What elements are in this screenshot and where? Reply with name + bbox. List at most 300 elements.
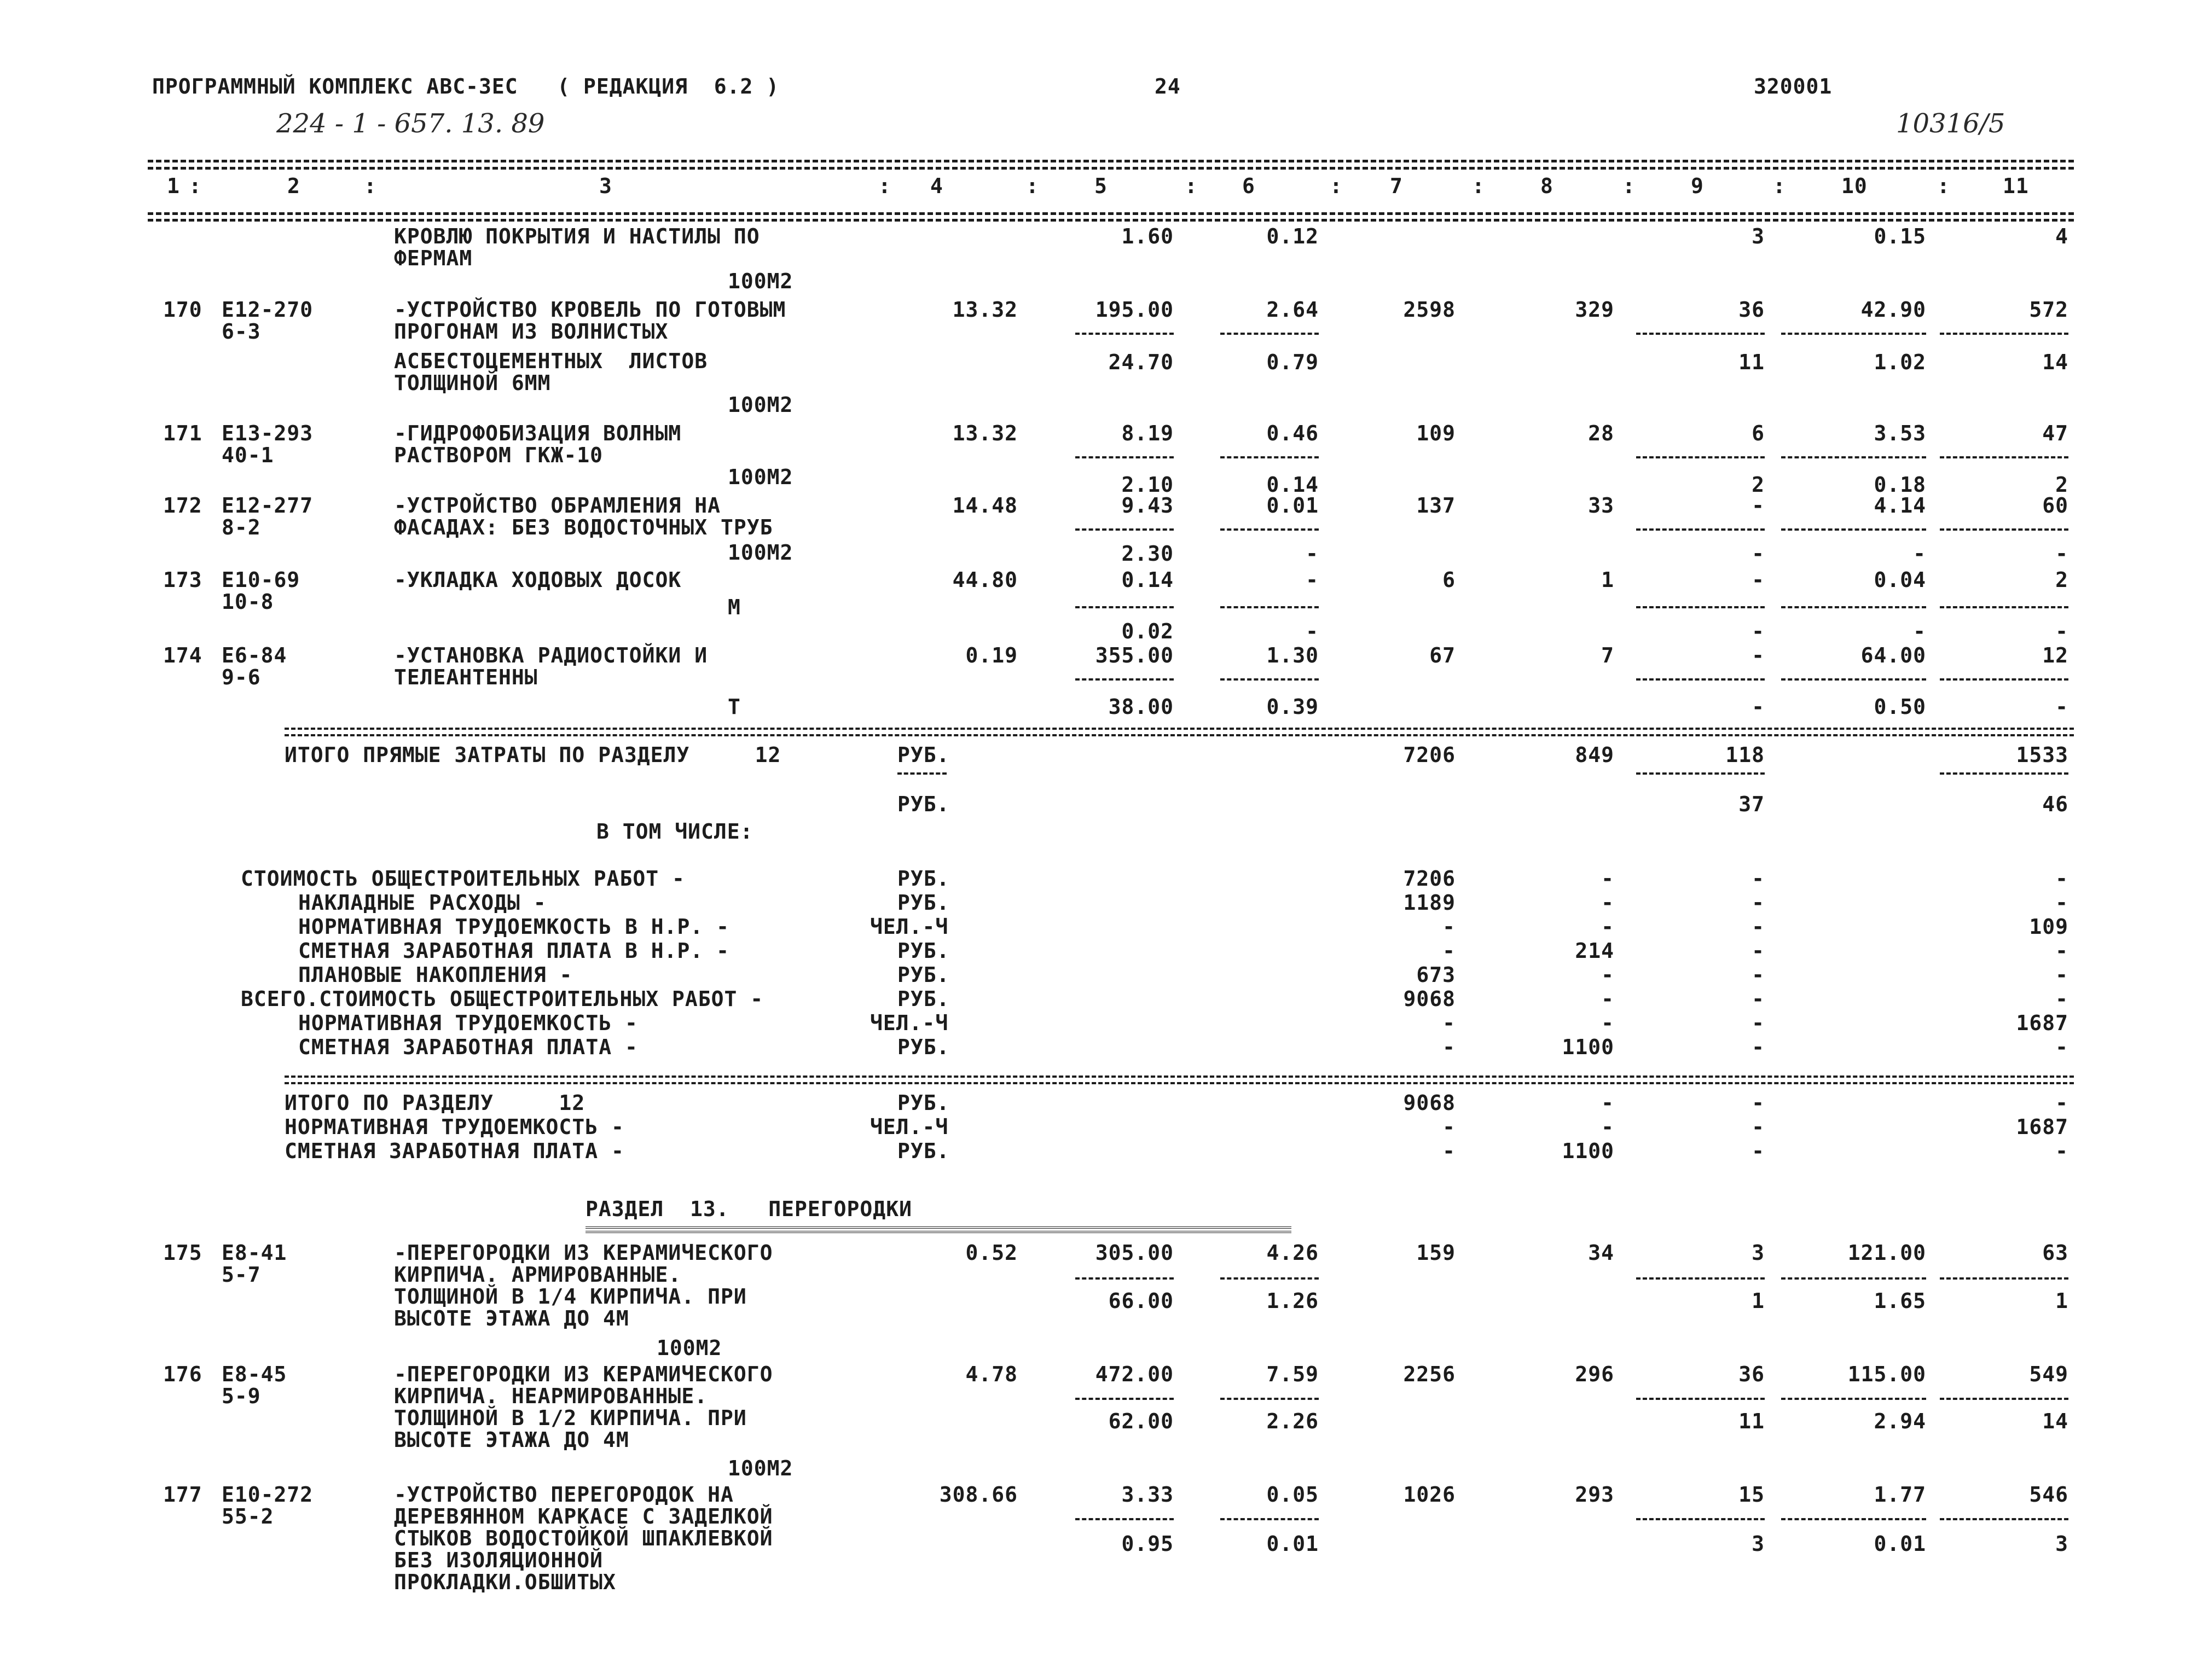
summary-c9: - (1752, 1011, 1765, 1035)
value-c4: 308.66 (939, 1483, 1018, 1507)
summary-label: НАКЛАДНЫЕ РАСХОДЫ - (298, 891, 547, 915)
section-total-c7: 9068 (1403, 1091, 1456, 1115)
value-lower-c10: 1.65 (1874, 1289, 1926, 1313)
summary-label: НОРМАТИВНАЯ ТРУДОЕМКОСТЬ В Н.Р. - (298, 915, 729, 939)
value-underline (1220, 678, 1319, 681)
value-c4: 0.52 (965, 1241, 1018, 1265)
rate-code: Е6-84 (222, 643, 287, 667)
summary-c9: - (1752, 915, 1765, 939)
value-c6: 0.46 (1266, 421, 1319, 445)
section-total-c11: - (2055, 1139, 2068, 1163)
value-lower-c6: - (1306, 542, 1319, 566)
header-rule-top-2 (148, 167, 2074, 170)
value-underline (897, 772, 947, 775)
value-c6: 0.01 (1266, 493, 1319, 518)
value-underline (1220, 456, 1319, 458)
header-rule-bottom-2 (148, 219, 2074, 222)
total-direct-c9b: 37 (1738, 792, 1765, 816)
total-direct-c11b: 46 (2042, 792, 2068, 816)
value-underline (1781, 678, 1926, 681)
work-description: -ПЕРЕГОРОДКИ ИЗ КЕРАМИЧЕСКОГО (394, 1362, 773, 1386)
summary-c7: 7206 (1403, 867, 1456, 891)
value-lower-c5: 62.00 (1108, 1409, 1174, 1433)
section-rule (285, 734, 2074, 736)
work-description: ПРОКЛАДКИ.ОБШИТЫХ (394, 1570, 616, 1594)
value-lower-c6: - (1306, 619, 1319, 643)
page-number: 24 (1155, 74, 1181, 98)
work-description: -ГИДРОФОБИЗАЦИЯ ВОЛНЫМ (394, 421, 682, 445)
work-description: -УКЛАДКА ХОДОВЫХ ДОСОК (394, 568, 682, 592)
value-c8: 293 (1575, 1483, 1614, 1507)
value-underline (1781, 1518, 1926, 1520)
work-description: РАСТВОРОМ ГКЖ-10 (394, 443, 604, 467)
summary-c11: - (2055, 867, 2068, 891)
summary-c8: - (1601, 915, 1614, 939)
work-description: ВЫСОТЕ ЭТАЖА ДО 4М (394, 1428, 629, 1452)
work-description: АСБЕСТОЦЕМЕНТНЫХ ЛИСТОВ (394, 349, 708, 373)
value-c5: 472.00 (1095, 1362, 1174, 1386)
section-13-title: РАЗДЕЛ 13. ПЕРЕГОРОДКИ (586, 1197, 912, 1221)
value-underline (1636, 456, 1765, 458)
value-underline (1781, 606, 1926, 608)
value-c6: 4.26 (1266, 1241, 1319, 1265)
column-separator: : (1773, 174, 1786, 198)
work-description: -УСТАНОВКА РАДИОСТОЙКИ И (394, 643, 708, 667)
value-underline (1781, 1398, 1926, 1400)
value-underline (1075, 606, 1174, 608)
item-number: 175 (163, 1241, 202, 1265)
value-underline (1220, 333, 1319, 335)
work-description: БЕЗ ИЗОЛЯЦИОННОЙ (394, 1548, 604, 1572)
value-c10: 3.53 (1874, 421, 1926, 445)
value-underline (1075, 1398, 1174, 1400)
value-c8: 296 (1575, 1362, 1614, 1386)
value-underline (1940, 1277, 2068, 1280)
item-number: 172 (163, 493, 202, 518)
value-lower-c6: 0.01 (1266, 1532, 1319, 1556)
summary-label: СМЕТНАЯ ЗАРАБОТНАЯ ПЛАТА В Н.Р. - (298, 939, 729, 963)
summary-c7: - (1442, 1035, 1456, 1059)
work-description: ВЫСОТЕ ЭТАЖА ДО 4М (394, 1306, 629, 1330)
rate-code-sub: 9-6 (222, 665, 261, 689)
rate-code: Е10-272 (222, 1483, 314, 1507)
work-description: ТЕЛЕАНТЕННЫ (394, 665, 538, 689)
value-lower-c9: 3 (1752, 1532, 1765, 1556)
item-number: 176 (163, 1362, 202, 1386)
section-total-c7: - (1442, 1115, 1456, 1139)
summary-unit: РУБ. (897, 867, 950, 891)
summary-c7: 1189 (1403, 891, 1456, 915)
value-underline (1075, 1277, 1174, 1280)
total-direct-c11: 1533 (2016, 743, 2068, 767)
value-c9: 6 (1752, 421, 1765, 445)
value-lower-c11: 14 (2042, 350, 2068, 374)
value-lower-c9: - (1752, 542, 1765, 566)
summary-c9: - (1752, 891, 1765, 915)
value-c9: - (1752, 568, 1765, 592)
value-c8: 7 (1601, 643, 1614, 667)
value-lower-c9: 11 (1738, 350, 1765, 374)
work-description: ТОЛЩИНОЙ В 1/4 КИРПИЧА. ПРИ (394, 1284, 747, 1309)
value-underline (1075, 1518, 1174, 1520)
handwritten-project-number: 224 - 1 - 657. 13. 89 (276, 108, 545, 139)
summary-unit: ЧЕЛ.-Ч (870, 1011, 949, 1035)
value-lower-c5: 2.10 (1121, 473, 1174, 497)
value-lower-c11: 14 (2042, 1409, 2068, 1433)
value-lower-c10: 0.50 (1874, 695, 1926, 719)
value-c7: 67 (1429, 643, 1456, 667)
value-c11: 12 (2042, 643, 2068, 667)
value-c5: 9.43 (1121, 493, 1174, 518)
value-c9: - (1752, 493, 1765, 518)
value-lower-c11: 2 (2055, 473, 2068, 497)
column-number-11: 11 (2003, 174, 2029, 198)
unit-of-measure: М (728, 595, 741, 619)
value-c7: 159 (1416, 1241, 1456, 1265)
value-c9: 36 (1738, 298, 1765, 322)
unit-of-measure: 100М2 (728, 465, 793, 489)
value-c5: 305.00 (1095, 1241, 1174, 1265)
value-c10: 64.00 (1860, 643, 1926, 667)
value-underline (1636, 1398, 1765, 1400)
section-rule (285, 1082, 2074, 1084)
value-c11: 63 (2042, 1241, 2068, 1265)
unit-of-measure: 100М2 (728, 393, 793, 417)
value-underline (1781, 528, 1926, 531)
total-direct-label: ИТОГО ПРЯМЫЕ ЗАТРАТЫ ПО РАЗДЕЛУ 12 (285, 743, 781, 767)
value-c5: 1.60 (1121, 224, 1174, 248)
summary-c11: - (2055, 891, 2068, 915)
header-rule-bottom (148, 212, 2074, 215)
value-lower-c10: 0.01 (1874, 1532, 1926, 1556)
column-number-1: 1 (167, 174, 180, 198)
section-13-underline (586, 1231, 1291, 1233)
summary-c7: 673 (1416, 963, 1456, 987)
section-total-c9: - (1752, 1115, 1765, 1139)
value-c11: 572 (2029, 298, 2068, 322)
value-c6: - (1306, 568, 1319, 592)
total-direct-c7: 7206 (1403, 743, 1456, 767)
value-underline (1220, 528, 1319, 531)
value-lower-c11: - (2055, 695, 2068, 719)
value-c6: 2.64 (1266, 298, 1319, 322)
work-description: КРОВЛЮ ПОКРЫТИЯ И НАСТИЛЫ ПО (394, 224, 760, 248)
column-number-9: 9 (1691, 174, 1704, 198)
value-lower-c11: - (2055, 542, 2068, 566)
summary-c8: - (1601, 867, 1614, 891)
summary-c11: - (2055, 963, 2068, 987)
rate-code: Е10-69 (222, 568, 300, 592)
value-underline (1781, 1277, 1926, 1280)
summary-c9: - (1752, 939, 1765, 963)
value-c9: 3 (1752, 1241, 1765, 1265)
rate-code: Е8-41 (222, 1241, 287, 1265)
item-number: 170 (163, 298, 202, 322)
value-lower-c6: 2.26 (1266, 1409, 1319, 1433)
value-underline (1636, 528, 1765, 531)
column-separator: : (1622, 174, 1636, 198)
value-c7: 137 (1416, 493, 1456, 518)
summary-unit: РУБ. (897, 891, 950, 915)
work-description: -УСТРОЙСТВО КРОВЕЛЬ ПО ГОТОВЫМ (394, 298, 786, 322)
rate-code: Е12-277 (222, 493, 314, 518)
value-c9: 15 (1738, 1483, 1765, 1507)
column-separator: : (1026, 174, 1039, 198)
value-c10: 121.00 (1847, 1241, 1926, 1265)
value-lower-c9: 2 (1752, 473, 1765, 497)
section-total-c8: - (1601, 1115, 1614, 1139)
section-total-label: СМЕТНАЯ ЗАРАБОТНАЯ ПЛАТА - (285, 1139, 624, 1163)
unit-of-measure: 100М2 (728, 1456, 793, 1480)
work-description: ПРОГОНАМ ИЗ ВОЛНИСТЫХ (394, 319, 669, 344)
section-total-label: ИТОГО ПО РАЗДЕЛУ 12 (285, 1091, 586, 1115)
section-13-underline (586, 1226, 1291, 1229)
section-total-c8: 1100 (1562, 1139, 1614, 1163)
section-total-c9: - (1752, 1091, 1765, 1115)
value-underline (1940, 456, 2068, 458)
section-total-unit: РУБ. (897, 1139, 950, 1163)
value-c7: 2598 (1403, 298, 1456, 322)
summary-unit: РУБ. (897, 963, 950, 987)
header-rule-top (148, 160, 2074, 162)
section-rule (285, 728, 2074, 730)
value-lower-c9: - (1752, 695, 1765, 719)
value-lower-c5: 0.02 (1121, 619, 1174, 643)
summary-unit: ЧЕЛ.-Ч (870, 915, 949, 939)
value-underline (1075, 678, 1174, 681)
value-c7: 1026 (1403, 1483, 1456, 1507)
value-c11: 4 (2055, 224, 2068, 248)
summary-c11: - (2055, 987, 2068, 1011)
value-underline (1940, 772, 2068, 775)
section-total-unit: РУБ. (897, 1091, 950, 1115)
value-lower-c6: 1.26 (1266, 1289, 1319, 1313)
value-c6: 1.30 (1266, 643, 1319, 667)
summary-c9: - (1752, 963, 1765, 987)
value-c7: 2256 (1403, 1362, 1456, 1386)
value-c4: 0.19 (965, 643, 1018, 667)
summary-label: СТОИМОСТЬ ОБЩЕСТРОИТЕЛЬНЫХ РАБОТ - (241, 867, 685, 891)
rate-code: Е12-270 (222, 298, 314, 322)
value-underline (1075, 333, 1174, 335)
work-description: ФАСАДАХ: БЕЗ ВОДОСТОЧНЫХ ТРУБ (394, 515, 773, 539)
value-lower-c11: 3 (2055, 1532, 2068, 1556)
section-total-label: НОРМАТИВНАЯ ТРУДОЕМКОСТЬ - (285, 1115, 624, 1139)
unit-of-measure: 100М2 (728, 269, 793, 293)
rate-code-sub: 6-3 (222, 319, 261, 344)
value-underline (1075, 456, 1174, 458)
value-c5: 0.14 (1121, 568, 1174, 592)
work-description: ТОЛЩИНОЙ В 1/2 КИРПИЧА. ПРИ (394, 1406, 747, 1430)
unit-of-measure: 100М2 (657, 1336, 722, 1360)
summary-label: СМЕТНАЯ ЗАРАБОТНАЯ ПЛАТА - (298, 1035, 638, 1059)
value-c11: 47 (2042, 421, 2068, 445)
summary-c7: - (1442, 915, 1456, 939)
summary-c11: - (2055, 939, 2068, 963)
rate-code-sub: 5-7 (222, 1263, 261, 1287)
program-title: ПРОГРАММНЫЙ КОМПЛЕКС АВС-3ЕС ( РЕДАКЦИЯ 6.2 ) (152, 74, 780, 98)
value-underline (1940, 333, 2068, 335)
value-c5: 195.00 (1095, 298, 1174, 322)
work-description: -ПЕРЕГОРОДКИ ИЗ КЕРАМИЧЕСКОГО (394, 1241, 773, 1265)
value-c10: 1.77 (1874, 1483, 1926, 1507)
value-c8: 1 (1601, 568, 1614, 592)
value-underline (1220, 606, 1319, 608)
value-underline (1220, 1398, 1319, 1400)
value-underline (1636, 772, 1765, 775)
document-code: 320001 (1754, 74, 1833, 98)
column-number-4: 4 (930, 174, 943, 198)
value-underline (1636, 1518, 1765, 1520)
summary-c7: 9068 (1403, 987, 1456, 1011)
value-c8: 34 (1588, 1241, 1614, 1265)
value-underline (1940, 606, 2068, 608)
section-total-c9: - (1752, 1139, 1765, 1163)
value-lower-c5: 66.00 (1108, 1289, 1174, 1313)
value-lower-c11: 1 (2055, 1289, 2068, 1313)
value-c8: 329 (1575, 298, 1614, 322)
value-lower-c9: - (1752, 619, 1765, 643)
value-c7: 109 (1416, 421, 1456, 445)
column-number-5: 5 (1094, 174, 1108, 198)
value-lower-c5: 2.30 (1121, 542, 1174, 566)
value-c5: 8.19 (1121, 421, 1174, 445)
total-direct-unit: РУБ. (897, 743, 950, 767)
value-c11: 60 (2042, 493, 2068, 518)
column-separator: : (1330, 174, 1343, 198)
value-underline (1220, 1277, 1319, 1280)
value-lower-c5: 0.95 (1121, 1532, 1174, 1556)
rate-code: Е8-45 (222, 1362, 287, 1386)
rate-code-sub: 40-1 (222, 443, 274, 467)
work-description: СТЫКОВ ВОДОСТОЙКОЙ ШПАКЛЕВКОЙ (394, 1526, 773, 1550)
value-c10: 42.90 (1860, 298, 1926, 322)
value-underline (1940, 678, 2068, 681)
value-c4: 44.80 (952, 568, 1018, 592)
item-number: 173 (163, 568, 202, 592)
rate-code-sub: 5-9 (222, 1384, 261, 1408)
value-lower-c11: - (2055, 619, 2068, 643)
value-c4: 14.48 (952, 493, 1018, 518)
value-underline (1940, 528, 2068, 531)
column-number-7: 7 (1390, 174, 1403, 198)
value-c9: - (1752, 643, 1765, 667)
value-c10: 0.04 (1874, 568, 1926, 592)
summary-c7: - (1442, 1011, 1456, 1035)
summary-c9: - (1752, 987, 1765, 1011)
value-lower-c9: 11 (1738, 1409, 1765, 1433)
value-lower-c9: 1 (1752, 1289, 1765, 1313)
work-description: ТОЛЩИНОЙ 6ММ (394, 371, 551, 395)
value-lower-c5: 24.70 (1108, 350, 1174, 374)
value-c11: 2 (2055, 568, 2068, 592)
value-c10: 4.14 (1874, 493, 1926, 518)
work-description: ДЕРЕВЯННОМ КАРКАСЕ С ЗАДЕЛКОЙ (394, 1504, 773, 1528)
summary-c8: - (1601, 963, 1614, 987)
summary-c8: - (1601, 987, 1614, 1011)
summary-c7: - (1442, 939, 1456, 963)
summary-label: ВСЕГО.СТОИМОСТЬ ОБЩЕСТРОИТЕЛЬНЫХ РАБОТ - (241, 987, 764, 1011)
rate-code: Е13-293 (222, 421, 314, 445)
value-lower-c10: 1.02 (1874, 350, 1926, 374)
column-number-2: 2 (287, 174, 300, 198)
value-lower-c6: 0.79 (1266, 350, 1319, 374)
work-description: КИРПИЧА. АРМИРОВАННЫЕ. (394, 1263, 682, 1287)
value-lower-c10: 0.18 (1874, 473, 1926, 497)
summary-c9: - (1752, 1035, 1765, 1059)
item-number: 177 (163, 1483, 202, 1507)
value-c5: 3.33 (1121, 1483, 1174, 1507)
summary-c11: 109 (2029, 915, 2068, 939)
work-description: КИРПИЧА. НЕАРМИРОВАННЫЕ. (394, 1384, 708, 1408)
value-underline (1075, 528, 1174, 531)
section-total-c11: - (2055, 1091, 2068, 1115)
column-separator: : (1937, 174, 1950, 198)
unit-of-measure: 100М2 (728, 540, 793, 565)
column-separator: : (1472, 174, 1485, 198)
value-lower-c10: - (1913, 542, 1926, 566)
value-c4: 4.78 (965, 1362, 1018, 1386)
rate-code-sub: 10-8 (222, 590, 274, 614)
column-number-6: 6 (1242, 174, 1255, 198)
value-c5: 355.00 (1095, 643, 1174, 667)
summary-c8: 1100 (1562, 1035, 1614, 1059)
value-underline (1636, 678, 1765, 681)
value-c10: 0.15 (1874, 224, 1926, 248)
total-direct-c8: 849 (1575, 743, 1614, 767)
value-underline (1636, 606, 1765, 608)
summary-c8: 214 (1575, 939, 1614, 963)
summary-unit: РУБ. (897, 987, 950, 1011)
value-c6: 7.59 (1266, 1362, 1319, 1386)
section-total-c11: 1687 (2016, 1115, 2068, 1139)
item-number: 171 (163, 421, 202, 445)
summary-c8: - (1601, 891, 1614, 915)
rate-code-sub: 8-2 (222, 515, 261, 539)
work-description: ФЕРМАМ (394, 246, 473, 270)
value-c4: 13.32 (952, 298, 1018, 322)
column-separator: : (1185, 174, 1198, 198)
total-direct-unit2: РУБ. (897, 792, 950, 816)
value-c11: 546 (2029, 1483, 2068, 1507)
value-c4: 13.32 (952, 421, 1018, 445)
summary-c8: - (1601, 1011, 1614, 1035)
value-underline (1940, 1518, 2068, 1520)
column-separator: : (189, 174, 202, 198)
unit-of-measure: Т (728, 695, 741, 719)
value-c8: 33 (1588, 493, 1614, 518)
column-number-8: 8 (1540, 174, 1553, 198)
summary-unit: РУБ. (897, 939, 950, 963)
value-underline (1636, 333, 1765, 335)
total-direct-c9: 118 (1725, 743, 1765, 767)
value-c11: 549 (2029, 1362, 2068, 1386)
value-underline (1636, 1277, 1765, 1280)
value-c9: 3 (1752, 224, 1765, 248)
item-number: 174 (163, 643, 202, 667)
value-c10: 115.00 (1847, 1362, 1926, 1386)
section-total-c8: - (1601, 1091, 1614, 1115)
section-rule (285, 1076, 2074, 1078)
value-lower-c5: 38.00 (1108, 695, 1174, 719)
summary-c9: - (1752, 867, 1765, 891)
value-underline (1781, 333, 1926, 335)
value-c8: 28 (1588, 421, 1614, 445)
including-heading: В ТОМ ЧИСЛЕ: (596, 819, 753, 844)
summary-c11: - (2055, 1035, 2068, 1059)
value-c6: 0.05 (1266, 1483, 1319, 1507)
handwritten-sheet-number: 10316/5 (1896, 108, 2005, 139)
